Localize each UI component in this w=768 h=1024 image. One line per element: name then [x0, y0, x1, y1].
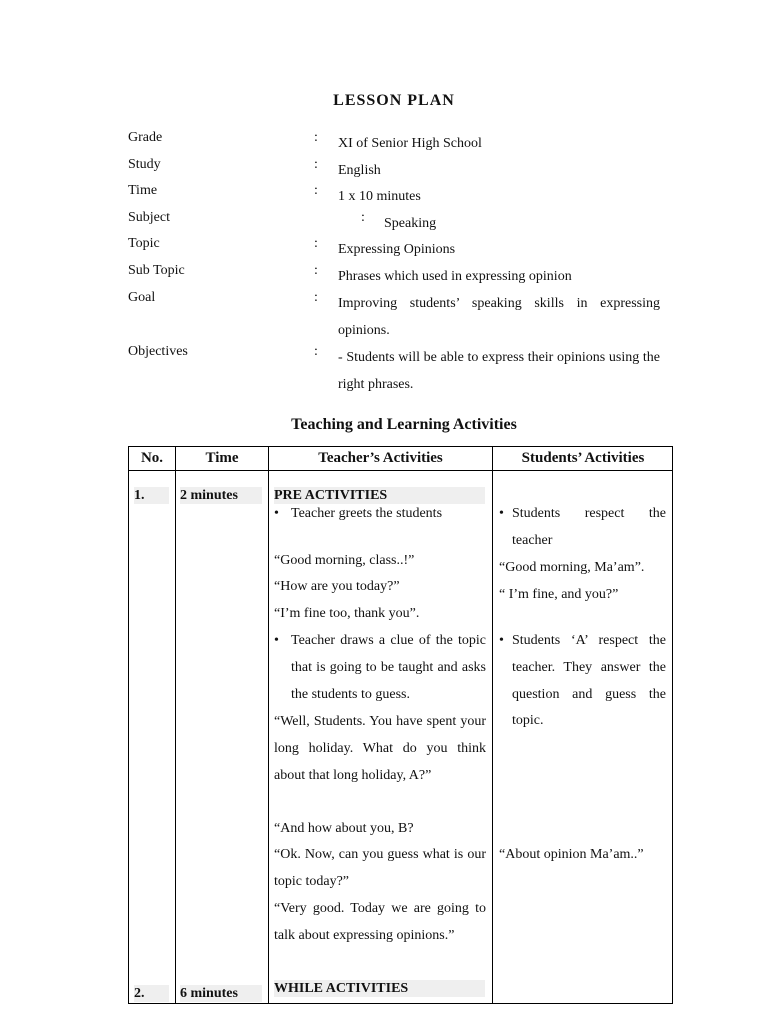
student-activity-text: Students ‘A’ respect the teacher. They answer the question and guess the topic. — [512, 633, 666, 729]
phase-heading: WHILE ACTIVITIES — [274, 980, 485, 997]
info-label: Sub Topic — [128, 262, 185, 278]
info-label: Time — [128, 183, 158, 199]
bullet-icon: • — [274, 633, 279, 648]
info-value: Expressing Opinions — [338, 242, 456, 258]
header-students-activities: Students’ Activities — [521, 450, 645, 466]
info-label: Objectives — [128, 343, 188, 359]
info-colon: : — [314, 289, 318, 305]
info-colon: : — [314, 262, 318, 278]
info-row-time — [128, 181, 668, 208]
column-divider — [175, 447, 176, 1003]
info-label: Goal — [128, 289, 156, 305]
info-row-grade — [128, 128, 668, 155]
info-value: XI of Senior High School — [338, 136, 482, 151]
info-row-subject — [128, 208, 668, 235]
header-teacher-activities: Teacher’s Activities — [318, 450, 443, 466]
section-title: Teaching and Learning Activities — [291, 416, 517, 433]
header-no: No. — [140, 450, 164, 466]
info-colon: : — [314, 156, 318, 172]
row-time: 2 minutes — [180, 487, 262, 504]
teacher-quote: “I’m fine too, thank you”. — [274, 606, 420, 621]
column-divider — [492, 447, 493, 1003]
row-time: 6 minutes — [180, 985, 262, 1002]
teacher-quote: “Good morning, class..!” — [274, 553, 415, 568]
header-time: Time — [205, 450, 239, 466]
info-colon: : — [314, 183, 318, 199]
teacher-bullet — [274, 628, 486, 710]
info-colon: : — [314, 343, 318, 359]
bullet-icon: • — [499, 633, 504, 648]
info-label: Topic — [128, 236, 160, 252]
info-row-sub-topic — [128, 261, 668, 288]
row-number: 1. — [134, 487, 169, 504]
row-number: 2. — [134, 985, 169, 1002]
info-value: 1 x 10 minutes — [338, 189, 421, 205]
info-label: Subject — [128, 209, 170, 225]
info-value: - Students will be able to express their opinions using the right phrases. — [338, 349, 660, 392]
teacher-quote: “Ok. Now, can you guess what is our topic today?” — [274, 847, 486, 889]
student-quote: “About opinion Ma’am..” — [499, 847, 644, 862]
student-activity-text: Students respect the teacher — [512, 506, 666, 548]
bullet-icon: • — [274, 506, 279, 521]
info-label: Grade — [128, 130, 163, 145]
activities-table — [128, 446, 673, 1004]
teacher-quote: “Well, Students. You have spent your long holiday. What do you think about that long holiday, A?” — [274, 714, 486, 783]
page-title: LESSON PLAN — [333, 92, 455, 109]
column-divider — [268, 447, 269, 1003]
info-colon: : — [314, 236, 318, 252]
teacher-activity-text: Teacher greets the students — [291, 506, 443, 521]
phase-heading: PRE ACTIVITIES — [274, 487, 485, 504]
info-row-objectives — [128, 342, 668, 396]
header-divider — [129, 470, 672, 471]
info-row-topic — [128, 234, 668, 261]
info-block — [128, 128, 668, 396]
info-value: English — [338, 162, 381, 178]
info-row-goal — [128, 288, 668, 342]
info-colon: : — [361, 209, 365, 225]
student-quote: “Good morning, Ma’am”. — [499, 560, 645, 575]
teacher-bullet — [274, 501, 486, 528]
student-quote: “ I’m fine, and you?” — [499, 587, 619, 602]
teacher-activity-text: Teacher draws a clue of the topic that is going to be taught and asks the students to guess. — [291, 633, 486, 702]
info-colon: : — [314, 130, 318, 145]
teacher-quote: “How are you today?” — [274, 579, 400, 594]
info-value: Phrases which used in expressing opinion — [338, 268, 572, 284]
teacher-quote: “Very good. Today we are going to talk about expressing opinions.” — [274, 901, 486, 943]
info-label: Study — [128, 156, 161, 172]
info-row-study — [128, 155, 668, 182]
student-bullet — [499, 501, 666, 555]
bullet-icon: • — [499, 506, 504, 521]
info-value: Improving students’ speaking skills in expressing opinions. — [338, 295, 660, 338]
teacher-quote: “And how about you, B? — [274, 821, 414, 836]
info-value: Speaking — [384, 215, 437, 231]
student-bullet — [499, 628, 666, 736]
